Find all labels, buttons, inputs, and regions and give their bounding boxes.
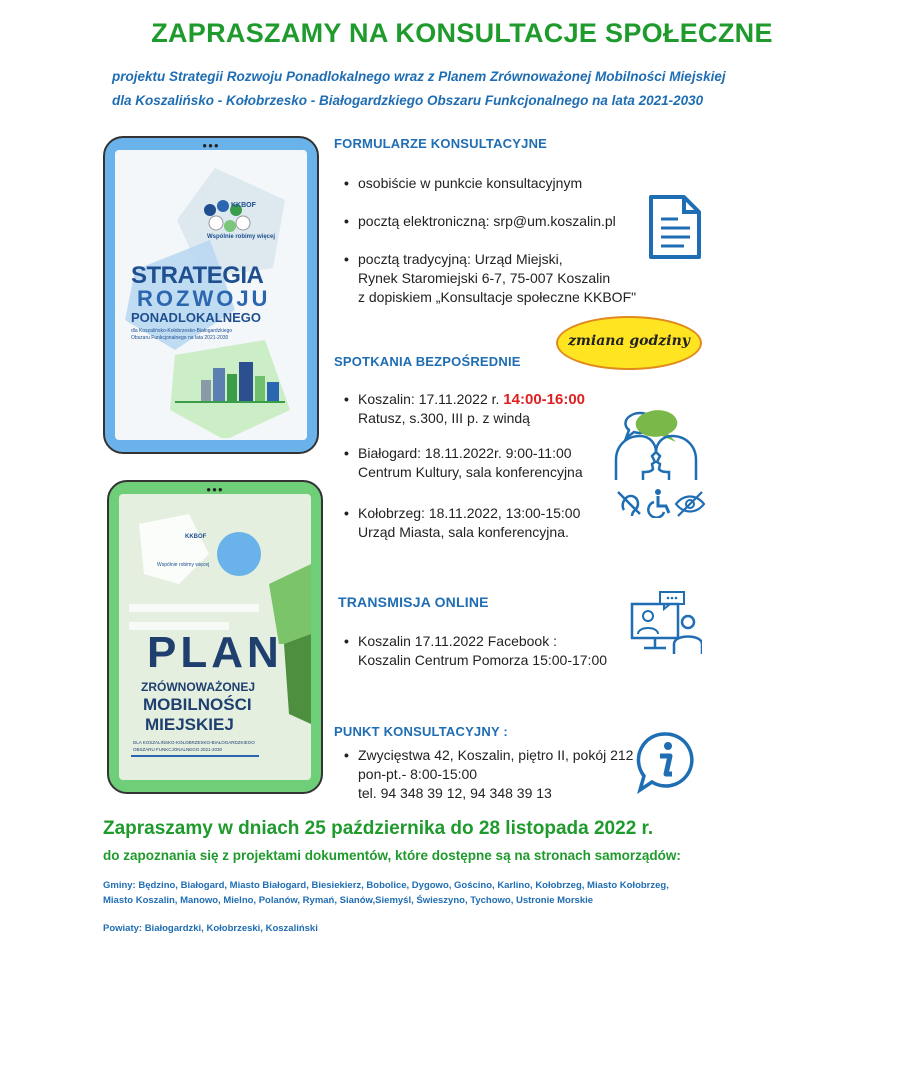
forms-heading: FORMULARZE KONSULTACYJNE — [334, 136, 548, 151]
mobility-title-2: ZRÓWNOWAŻONEJ — [141, 680, 255, 694]
strategy-tagline: Wspólnie robimy więcej — [207, 234, 276, 240]
info-icon — [636, 730, 696, 794]
camera-dots-icon: ●●● — [206, 485, 224, 494]
counties-line: Powiaty: Białogardzki, Kołobrzeski, Koszaliński — [103, 923, 318, 934]
forms-item-3-line3: z dopiskiem „Konsultacje społeczne KKBOF" — [358, 289, 637, 305]
meeting-kolobrzeg-date: Kołobrzeg: 18.11.2022, 13:00-15:00 — [358, 505, 581, 521]
point-hours: pon-pt.- 8:00-15:00 — [358, 766, 478, 782]
mobility-brand: KKBOF — [185, 534, 207, 540]
time-change-bubble: zmiana godziny — [556, 316, 702, 370]
point-address: Zwycięstwa 42, Koszalin, piętro II, pokój 212 — [358, 747, 634, 763]
point-item: • Zwycięstwa 42, Koszalin, piętro II, pokój 212 pon-pt.- 8:00-15:00 tel. 94 348 39 12, 94 348 39 13 — [344, 747, 634, 801]
strategy-title-2: ROZWOJU — [137, 286, 271, 311]
subtitle-line-1: projektu Strategii Rozwoju Ponadlokalnego wraz z Planem Zrównoważonej Mobilności Miejskiej — [112, 69, 726, 84]
meeting-bialogard: • Białogard: 18.11.2022r. 9:00-11:00 Centrum Kultury, sala konferencyjna — [344, 445, 583, 480]
strategy-small-2: Obszaru Funkcjonalnego na lata 2021-2030 — [131, 335, 229, 341]
meeting-bialogard-date: Białogard: 18.11.2022r. 9:00-11:00 — [358, 445, 572, 461]
mobility-plan-cover — [119, 494, 311, 780]
forms-item-2-text: pocztą elektroniczną: srp@um.koszalin.pl — [358, 213, 616, 229]
online-item: • Koszalin 17.11.2022 Facebook : Koszalin Centrum Pomorza 15:00-17:00 — [344, 633, 608, 668]
strategy-brand: KKBOF — [231, 202, 256, 209]
mobility-small-2: OBSZARU FUNKCJONALNEGO 2021-2030 — [133, 747, 223, 752]
deaf-icon — [614, 488, 644, 518]
invite-info: do zapoznania się z projektami dokumentów, które dostępne są na stronach samorządów: — [103, 848, 681, 863]
strategy-title-1: STRATEGIA — [131, 262, 264, 289]
page-title: ZAPRASZAMY NA KONSULTACJE SPOŁECZNE — [151, 18, 773, 48]
meeting-kolobrzeg-place: Urząd Miasta, sala konferencyjna. — [358, 524, 569, 540]
subtitle-line-2: dla Koszalińsko - Kołobrzesko - Białogardzkiego Obszaru Funkcjonalnego na lata 2021-2030 — [112, 93, 704, 108]
wheelchair-icon — [644, 488, 674, 518]
meeting-koszalin-date: Koszalin: 17.11.2022 r. — [358, 391, 504, 407]
meetings-heading: SPOTKANIA BEZPOŚREDNIE — [334, 354, 521, 369]
camera-dots-icon: ●●● — [202, 141, 220, 150]
forms-item-1-text: osobiście w punkcie konsultacyjnym — [358, 175, 583, 191]
online-line-2: Koszalin Centrum Pomorza 15:00-17:00 — [358, 652, 608, 668]
meeting-koszalin-place: Ratusz, s.300, III p. z windą — [358, 410, 530, 426]
video-meeting-icon — [630, 590, 702, 656]
mobility-plan-tablet — [107, 480, 323, 794]
forms-item-post: • pocztą tradycyjną: Urząd Miejski, Rynek Staromiejski 6-7, 75-007 Koszalin z dopiskiem „Konsultacje społeczne KKBOF" — [344, 251, 637, 305]
municipalities-line-1: Gminy: Będzino, Białogard, Miasto Białogard, Biesiekierz, Bobolice, Dygowo, Gościno, Karlino, Kołobrzeg, Miasto Kołobrzeg, — [103, 880, 669, 891]
mobility-small-1: DLA KOSZALIŃSKO-KOŁOBRZESKO-BIAŁOGARDZKIEGO — [133, 740, 255, 745]
document-icon — [648, 194, 702, 260]
strategy-cover — [115, 150, 307, 440]
blind-icon — [674, 490, 706, 518]
forms-item-3-line2: Rynek Staromiejski 6-7, 75-007 Koszalin — [358, 270, 611, 286]
invite-dates: Zapraszamy w dniach 25 października do 28 listopada 2022 r. — [103, 818, 654, 839]
conversation-icon — [610, 400, 702, 486]
strategy-small-1: dla Koszalińsko-Kołobrzesko-Białogardzkiego — [131, 328, 233, 334]
online-line-1: Koszalin 17.11.2022 Facebook : — [358, 633, 557, 649]
mobility-tagline: Wspólnie robimy więcej — [157, 562, 210, 568]
forms-item-3-line1: pocztą tradycyjną: Urząd Miejski, — [358, 251, 563, 267]
mobility-title-3: MOBILNOŚCI — [143, 695, 252, 714]
mobility-title-1: PLAN — [147, 628, 283, 677]
municipalities-line-2: Miasto Koszalin, Manowo, Mielno, Polanów, Rymań, Sianów,Siemyśl, Świeszyno, Tychowo, Ustronie Morskie — [103, 895, 594, 906]
meeting-koszalin-time: 14:00-16:00 — [503, 391, 586, 408]
strategy-title-3: PONADLOKALNEGO — [131, 310, 261, 325]
meeting-koszalin: • Koszalin: 17.11.2022 r. 14:00-16:00 Ratusz, s.300, III p. z windą — [344, 391, 586, 426]
mobility-title-4: MIEJSKIEJ — [145, 715, 234, 734]
meeting-kolobrzeg: • Kołobrzeg: 18.11.2022, 13:00-15:00 Urząd Miasta, sala konferencyjna. — [344, 505, 581, 540]
forms-item-in-person: • osobiście w punkcie konsultacyjnym — [344, 175, 583, 191]
forms-item-email: • pocztą elektroniczną: srp@um.koszalin.pl — [344, 213, 616, 229]
point-heading: PUNKT KONSULTACYJNY : — [334, 724, 508, 739]
online-heading: TRANSMISJA ONLINE — [338, 594, 489, 610]
point-phone: tel. 94 348 39 12, 94 348 39 13 — [358, 785, 552, 801]
strategy-tablet — [103, 136, 319, 454]
meeting-bialogard-place: Centrum Kultury, sala konferencyjna — [358, 464, 583, 480]
